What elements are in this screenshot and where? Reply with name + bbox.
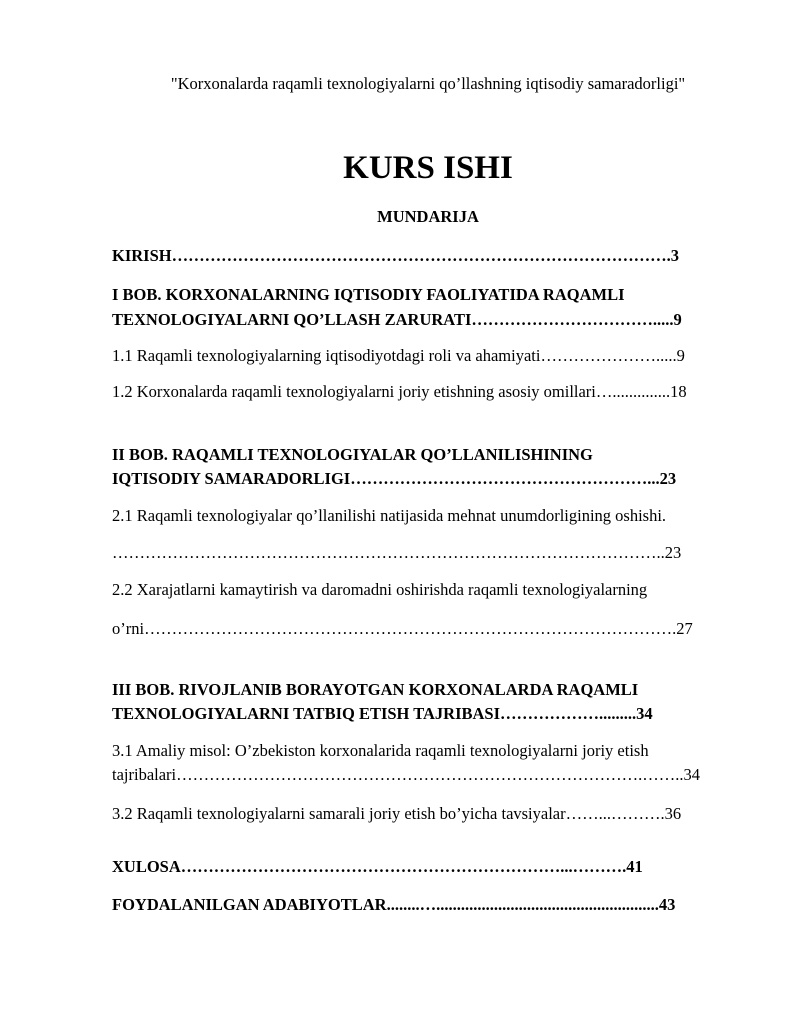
toc-entry-section-2-1: 2.1 Raqamli texnologiyalar qo’llanilishi natijasida mehnat unumdorligining oshishi. [112, 506, 667, 525]
toc-entry-bob3-title: III BOB. RIVOJLANIB BORAYOTGAN KORXONALARDA RAQAMLI [112, 680, 639, 699]
toc-entry-bob2-title-cont: IQTISODIY SAMARADORLIGI………………………………………………...23 [112, 469, 677, 488]
toc-entry-bob2-title: II BOB. RAQAMLI TEXNOLOGIYALAR QO’LLANILISHINING [112, 445, 593, 464]
toc-entry-section-3-2: 3.2 Raqamli texnologiyalarni samarali joriy etish bo’yicha tavsiyalar……...……….36 [112, 804, 682, 823]
coursework-topic: "Korxonalarda raqamli texnologiyalarni qo’llashning iqtisodiy samaradorligi" [170, 74, 686, 93]
toc-entry-section-2-1-cont: ………………………………………………………………………………………..23 [112, 543, 682, 562]
toc-entry-section-1-1: 1.1 Raqamli texnologiyalarning iqtisodiyotdagi roli va ahamiyati………………….....9 [112, 346, 685, 365]
toc-entry-section-1-2: 1.2 Korxonalarda raqamli texnologiyalarni joriy etishning asosiy omillari…..............18 [112, 382, 687, 401]
document-title: KURS ISHI [343, 150, 513, 186]
toc-entry-kirish: KIRISH……………………………………………………………………………….3 [112, 246, 679, 265]
toc-heading: MUNDARIJA [377, 207, 479, 226]
toc-entry-bob3-title-cont: TEXNOLOGIYALARNI TATBIQ ETISH TAJRIBASI……………….........34 [112, 704, 653, 723]
toc-entry-section-3-1: 3.1 Amaliy misol: O’zbekiston korxonalarida raqamli texnologiyalarni joriy etish [112, 741, 649, 760]
toc-entry-adabiyotlar: FOYDALANILGAN ADABIYOTLAR........…......................................................43 [112, 895, 676, 914]
toc-entry-section-2-2: 2.2 Xarajatlarni kamaytirish va daromadni oshirishda raqamli texnologiyalarning [112, 580, 648, 599]
toc-entry-section-2-2-cont: o’rni…………………………………………………………………………………….27 [112, 619, 693, 638]
toc-entry-section-3-1-cont: tajribalari………………………………………………………………………….……..34 [112, 765, 701, 784]
toc-entry-xulosa: XULOSA……………………………………………………………...……….41 [112, 857, 643, 876]
toc-entry-bob1-title: I BOB. KORXONALARNING IQTISODIY FAOLIYATIDA RAQAMLI [112, 285, 625, 304]
toc-entry-bob1-title-cont: TEXNOLOGIYALARNI QO’LLASH ZARURATI…………………………….....9 [112, 310, 682, 329]
